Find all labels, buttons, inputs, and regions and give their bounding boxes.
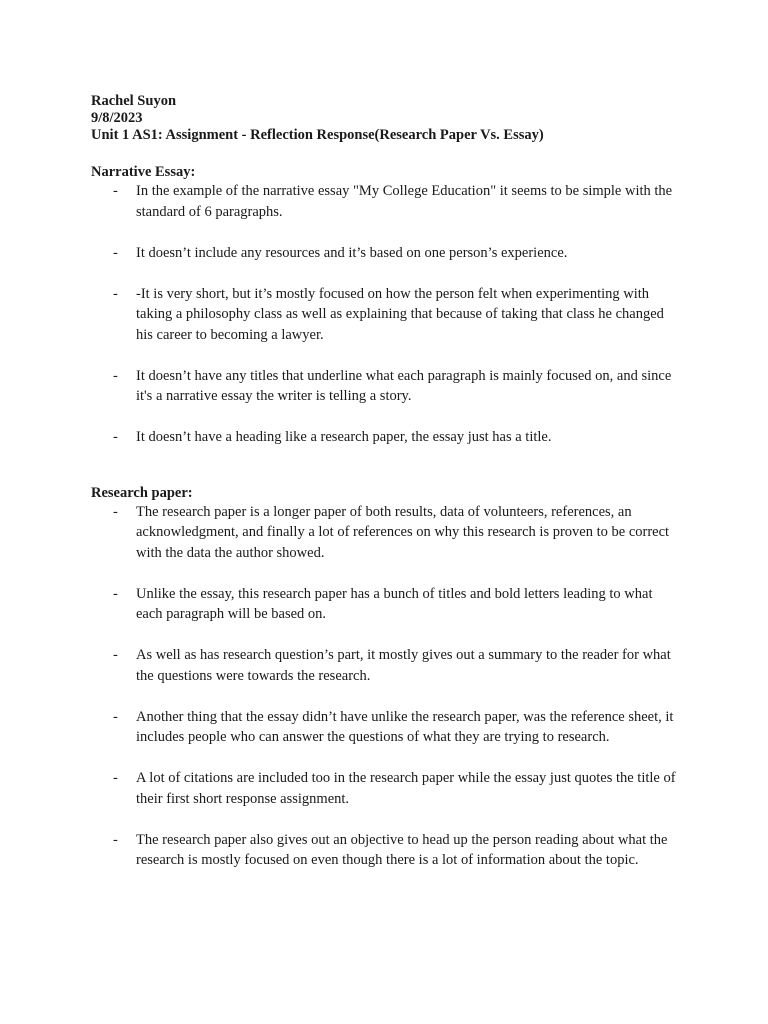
list-item-text: A lot of citations are included too in the research paper while the essay just quotes the title of their first short response assignment.	[136, 770, 676, 807]
list-item-text: It doesn’t have any titles that underline what each paragraph is mainly focused on, and since it's a narrative essay the writer is telling a story.	[136, 367, 672, 404]
research-section-title: Research paper:	[91, 484, 193, 501]
bullet-dash: -	[113, 647, 118, 663]
bullet-dash: -	[113, 183, 118, 199]
list-item-text: Another thing that the essay didn’t have unlike the research paper, was the reference sheet, it includes people who can answer the questions of what they are trying to research.	[136, 708, 674, 745]
list-item-text: The research paper is a longer paper of both results, data of volunteers, references, an acknowledgment, and finally a lot of references on why this research is proven to be correct with the data the author showed.	[136, 503, 670, 561]
list-item-text: -It is very short, but it’s mostly focused on how the person felt when experimenting with taking a philosophy class as well as explaining that because of taking that class he changed his career to becoming a lawyer.	[136, 285, 664, 343]
bullet-dash: -	[113, 429, 118, 445]
list-item	[91, 284, 681, 346]
research-list	[91, 502, 681, 871]
assignment-title: Unit 1 AS1: Assignment - Reflection Response(Research Paper Vs. Essay)	[91, 127, 544, 143]
list-item-text: The research paper also gives out an objective to head up the person reading about what the research is mostly focused on even though there is a lot of information about the topic.	[136, 831, 668, 868]
list-item	[91, 366, 681, 407]
bullet-dash: -	[113, 503, 118, 520]
document-date: 9/8/2023	[91, 110, 143, 126]
list-item	[91, 768, 681, 809]
narrative-section-title: Narrative Essay:	[91, 164, 196, 180]
list-item	[91, 707, 681, 748]
list-item	[91, 181, 681, 222]
list-item	[91, 427, 681, 448]
bullet-dash: -	[113, 708, 118, 725]
list-item-text: It doesn’t have a heading like a research paper, the essay just has a title.	[136, 429, 552, 445]
bullet-dash: -	[113, 285, 118, 302]
narrative-list	[91, 181, 681, 448]
list-item-text: As well as has research question’s part, it mostly gives out a summary to the reader for what the questions were towards the research.	[136, 647, 671, 684]
bullet-dash: -	[113, 585, 118, 602]
list-item-text: Unlike the essay, this research paper has a bunch of titles and bold letters leading to what each paragraph will be based on.	[136, 585, 653, 622]
bullet-dash: -	[113, 367, 118, 384]
list-item	[91, 502, 681, 564]
list-item	[91, 830, 681, 871]
list-item-text: In the example of the narrative essay "My College Education" it seems to be simple with the standard of 6 paragraphs.	[136, 183, 673, 220]
list-item	[91, 645, 681, 686]
bullet-dash: -	[113, 770, 118, 786]
list-item	[91, 584, 681, 625]
bullet-dash: -	[113, 244, 118, 261]
list-item	[91, 243, 681, 264]
bullet-dash: -	[113, 831, 118, 848]
list-item-text: It doesn’t include any resources and it’s based on one person’s experience.	[136, 244, 568, 261]
author-name: Rachel Suyon	[91, 93, 177, 109]
document-page	[91, 93, 681, 871]
